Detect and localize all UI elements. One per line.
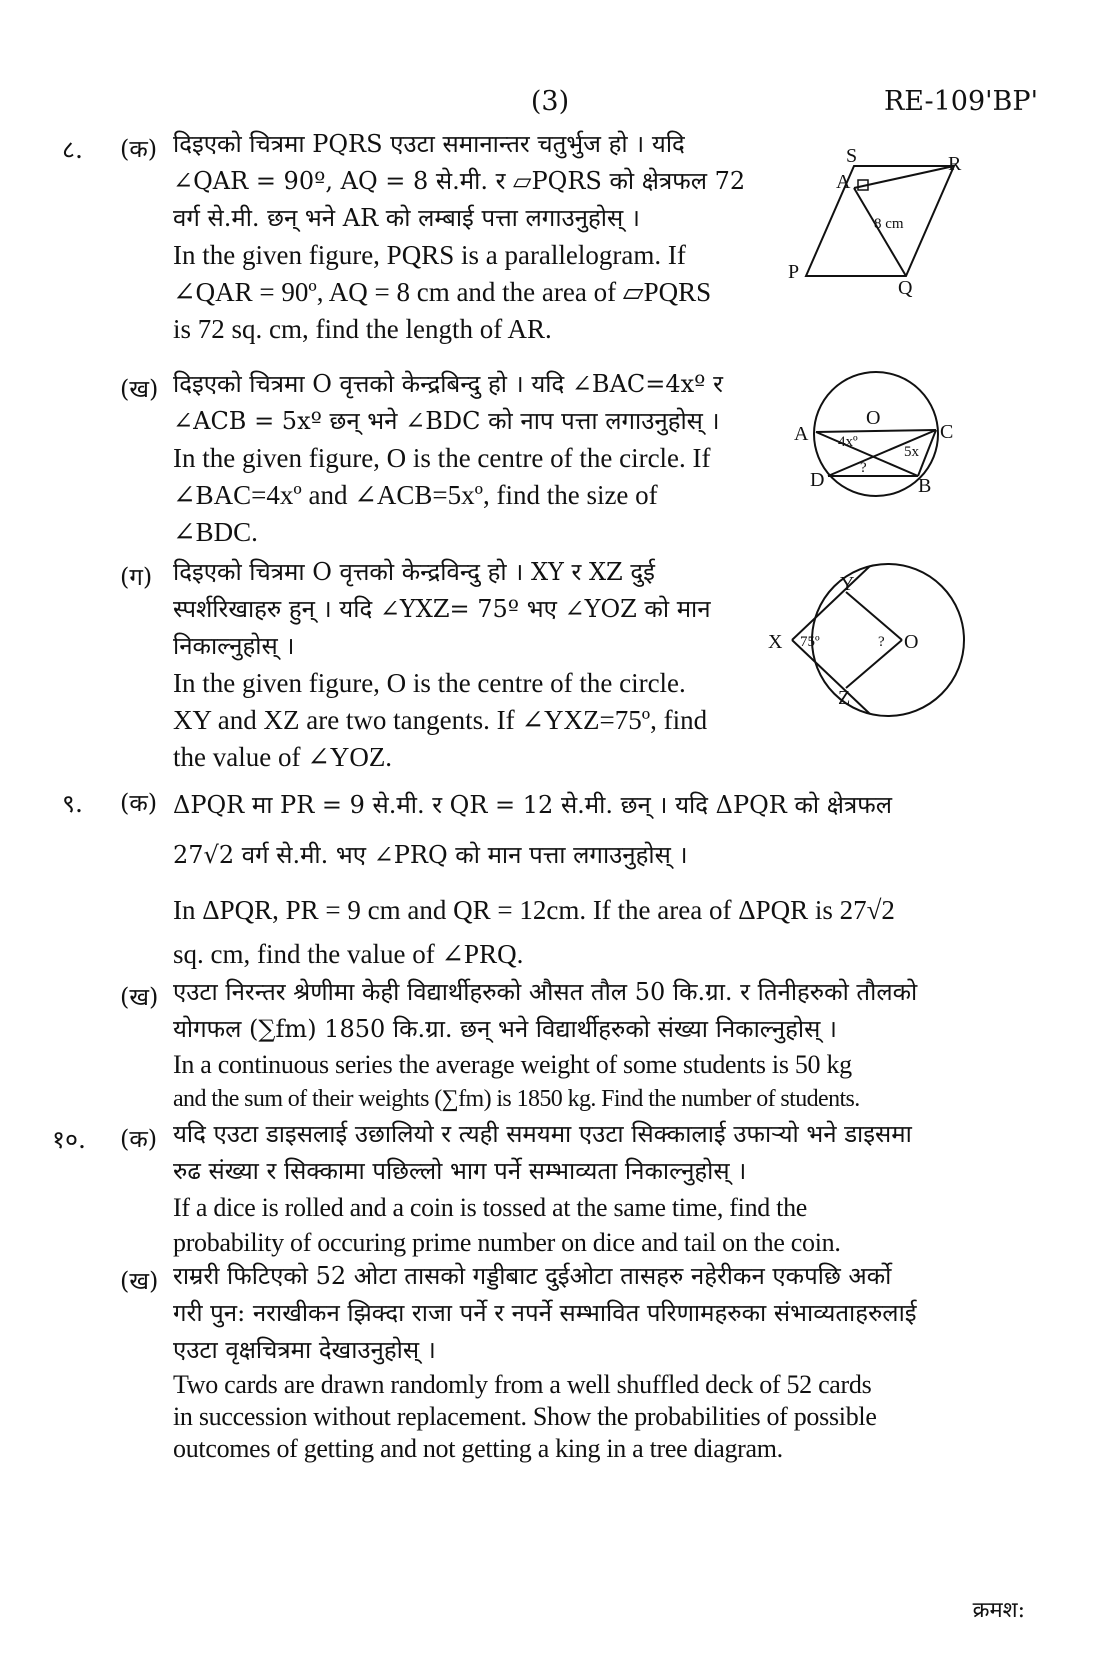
q8b-english-line: ∠BAC=4xº and ∠ACB=5xº, find the size of [173, 480, 658, 510]
q10b-english-line: in succession without replacement. Show the probabilities of possible [173, 1402, 877, 1431]
question-9-number: ९. [62, 789, 83, 818]
q8a-english-line: In the given figure, PQRS is a parallelogram. If [173, 240, 686, 270]
q9a-english-line: sq. cm, find the value of ∠PRQ. [173, 939, 524, 969]
q8c-english-line: XY and XZ are two tangents. If ∠YXZ=75º, find [173, 705, 708, 735]
q10a-english-line: probability of occuring prime number on dice and tail on the coin. [173, 1228, 841, 1257]
q8a-text [173, 126, 763, 348]
q8b-label: (ख) [120, 375, 159, 403]
q8c-label: (ग) [120, 563, 153, 591]
q8c-nepali-line: निकाल्नुहोस् । [173, 632, 295, 660]
paper-code: RE-109'BP' [883, 86, 1038, 117]
label-o: O [904, 631, 919, 653]
label-question: ? [860, 460, 867, 476]
label-r: R [948, 153, 962, 175]
label-y: Y [840, 573, 855, 595]
label-5x: 5x [904, 444, 919, 460]
q8c-english-line: In the given figure, O is the centre of the circle. [173, 668, 686, 698]
q10a-label: (क) [120, 1125, 158, 1153]
question-8-number: ८. [62, 135, 83, 164]
q9a-text [173, 780, 973, 976]
q10b-nepali-line: गरी पुन: नराखीकन झिक्दा राजा पर्ने र नपर्ने सम्भावित परिणामहरुका संभाव्यताहरुलाई [173, 1299, 917, 1327]
q8a-english-line: is 72 sq. cm, find the length of AR. [173, 314, 552, 344]
circle-chord-figure [786, 372, 966, 502]
q10b-nepali-line: राम्ररी फिटिएको 52 ओटा तासको गड्डीबाट दुईओटा तासहरु नहेरीकन एकपछि अर्को [173, 1262, 892, 1290]
q10a-nepali-line: रुढ संख्या र सिक्कामा पछिल्लो भाग पर्ने सम्भाव्यता निकाल्नुहोस् । [173, 1157, 747, 1185]
label-q: Q [898, 277, 913, 299]
q8b-nepali-line: ∠ACB = 5xº छन् भने ∠BDC को नाप पत्ता लगाउनुहोस् । [173, 407, 720, 435]
q10b-english-line: outcomes of getting and not getting a king in a tree diagram. [173, 1434, 783, 1463]
q10a-text [173, 1116, 973, 1260]
label-p: P [788, 261, 800, 283]
q8c-text [173, 554, 763, 776]
label-z: Z [838, 687, 851, 709]
q10b-english-line: Two cards are drawn randomly from a well shuffled deck of 52 cards [173, 1370, 872, 1399]
label-c: C [940, 421, 954, 443]
q10b-label: (ख) [120, 1267, 159, 1295]
label-x: X [768, 631, 783, 653]
q8b-english-line: ∠BDC. [173, 517, 258, 547]
label-8cm: 8 cm [874, 216, 904, 232]
question-10-number: १०. [52, 1125, 86, 1154]
q8c-english-line: the value of ∠YOZ. [173, 742, 393, 772]
q9b-nepali-line: एउटा निरन्तर श्रेणीमा केही विद्यार्थीहरुको औसत तौल 50 कि.ग्रा. र तिनीहरुको तौलको [173, 978, 918, 1006]
q10b-text [173, 1258, 973, 1465]
q8b-english-line: In the given figure, O is the centre of the circle. If [173, 443, 711, 473]
label-75: 75º [800, 634, 820, 650]
parallelogram-figure [786, 145, 976, 299]
label-question: ? [878, 634, 885, 650]
tangent-circle-figure [766, 562, 976, 722]
q8a-nepali-line: दिइएको चित्रमा PQRS एउटा समानान्तर चतुर्भुज हो । यदि [173, 130, 685, 158]
label-o: O [866, 407, 881, 429]
label-a: A [794, 423, 809, 445]
q10a-nepali-line: यदि एउटा डाइसलाई उछालियो र त्यही समयमा एउटा सिक्कालाई उफार्‍यो भने डाइसमा [173, 1120, 912, 1148]
q10b-nepali-line: एउटा वृक्षचित्रमा देखाउनुहोस् । [173, 1336, 436, 1364]
q8b-text [173, 366, 763, 551]
q9a-english-line: In ΔPQR, PR = 9 cm and QR = 12cm. If the area of ΔPQR is 27√2 [173, 895, 895, 925]
q10a-english-line: If a dice is rolled and a coin is tossed at the same time, find the [173, 1193, 808, 1222]
q9a-nepali-line: 27√2 वर्ग से.मी. भए ∠PRQ को मान पत्ता लगाउनुहोस् । [173, 841, 688, 869]
q9b-text [173, 974, 973, 1116]
label-4x: 4xº [838, 434, 858, 450]
q8a-english-line: ∠QAR = 90º, AQ = 8 cm and the area of ▱PQRS [173, 277, 712, 307]
label-a: A [836, 171, 851, 193]
q9b-label: (ख) [120, 983, 159, 1011]
q8a-nepali-line: ∠QAR = 90º, AQ = 8 से.मी. र ▱PQRS को क्षेत्रफल 72 [173, 167, 746, 195]
label-s: S [846, 145, 858, 167]
q8c-nepali-line: दिइएको चित्रमा O वृत्तको केन्द्रविन्दु हो । XY र XZ दुई [173, 558, 655, 586]
q8b-nepali-line: दिइएको चित्रमा O वृत्तको केन्द्रबिन्दु हो । यदि ∠BAC=4xº र [173, 370, 723, 398]
q9b-english-line: and the sum of their weights (∑fm) is 1850 kg. Find the number of students. [173, 1086, 860, 1112]
q9a-label: (क) [120, 789, 158, 817]
label-d: D [810, 469, 825, 491]
q9b-english-line: In a continuous series the average weight of some students is 50 kg [173, 1050, 852, 1079]
page-number: (3) [530, 86, 570, 117]
q8c-nepali-line: स्पर्शरिखाहरु हुन् । यदि ∠YXZ= 75º भए ∠YOZ को मान [173, 595, 711, 623]
label-b: B [918, 475, 932, 497]
q9b-nepali-line: योगफल (∑fm) 1850 कि.ग्रा. छन् भने विद्यार्थीहरुको संख्या निकाल्नुहोस् । [173, 1015, 838, 1043]
q8a-nepali-line: वर्ग से.मी. छन् भने AR को लम्बाई पत्ता लगाउनुहोस् । [173, 204, 640, 232]
continue-note: क्रमश: [972, 1598, 1025, 1623]
q9a-nepali-line: ΔPQR मा PR = 9 से.मी. र QR = 12 से.मी. छन् । यदि ΔPQR को क्षेत्रफल [173, 791, 892, 819]
q8a-label: (क) [120, 135, 158, 163]
